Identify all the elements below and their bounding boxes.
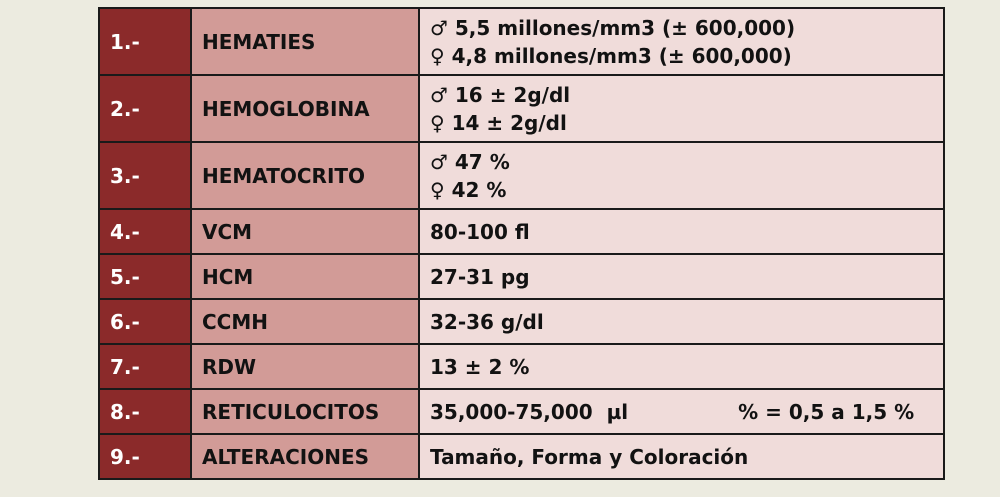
value-count: 35,000-75,000 µl <box>430 399 629 424</box>
parameter-name: HEMOGLOBINA <box>191 75 419 142</box>
parameter-name: RETICULOCITOS <box>191 389 419 434</box>
parameter-name: HCM <box>191 254 419 299</box>
row-number: 3.- <box>99 142 191 209</box>
reference-value: 13 ± 2 % <box>419 344 944 389</box>
table-row <box>99 142 944 209</box>
table-row <box>99 209 944 254</box>
parameter-name: HEMATIES <box>191 8 419 75</box>
reference-value <box>419 75 944 142</box>
reference-value <box>419 142 944 209</box>
reference-values-table <box>98 7 945 480</box>
row-number: 2.- <box>99 75 191 142</box>
table-row <box>99 389 944 434</box>
reference-value: Tamaño, Forma y Coloración <box>419 434 944 479</box>
value-male: ♂ 5,5 millones/mm3 (± 600,000) <box>430 15 796 40</box>
parameter-name: RDW <box>191 344 419 389</box>
table-row <box>99 434 944 479</box>
table-row <box>99 254 944 299</box>
parameter-name: ALTERACIONES <box>191 434 419 479</box>
value-female: ♀ 4,8 millones/mm3 (± 600,000) <box>430 43 792 68</box>
parameter-name: CCMH <box>191 299 419 344</box>
parameter-name: HEMATOCRITO <box>191 142 419 209</box>
parameter-name: VCM <box>191 209 419 254</box>
row-number: 8.- <box>99 389 191 434</box>
table-row <box>99 344 944 389</box>
row-number: 9.- <box>99 434 191 479</box>
row-number: 5.- <box>99 254 191 299</box>
reference-values-table-container <box>98 7 945 497</box>
table-row <box>99 299 944 344</box>
reference-value: 27-31 pg <box>419 254 944 299</box>
value-female: ♀ 14 ± 2g/dl <box>430 110 567 135</box>
value-percentage: % = 0,5 a 1,5 % <box>738 399 915 424</box>
reference-value: 32-36 g/dl <box>419 299 944 344</box>
table-row <box>99 8 944 75</box>
value-male: ♂ 47 % <box>430 149 510 174</box>
row-number: 1.- <box>99 8 191 75</box>
row-number: 7.- <box>99 344 191 389</box>
reference-value <box>419 8 944 75</box>
reference-value <box>419 389 944 434</box>
table-row <box>99 75 944 142</box>
value-female: ♀ 42 % <box>430 177 507 202</box>
row-number: 4.- <box>99 209 191 254</box>
reference-value: 80-100 fl <box>419 209 944 254</box>
row-number: 6.- <box>99 299 191 344</box>
value-male: ♂ 16 ± 2g/dl <box>430 82 571 107</box>
